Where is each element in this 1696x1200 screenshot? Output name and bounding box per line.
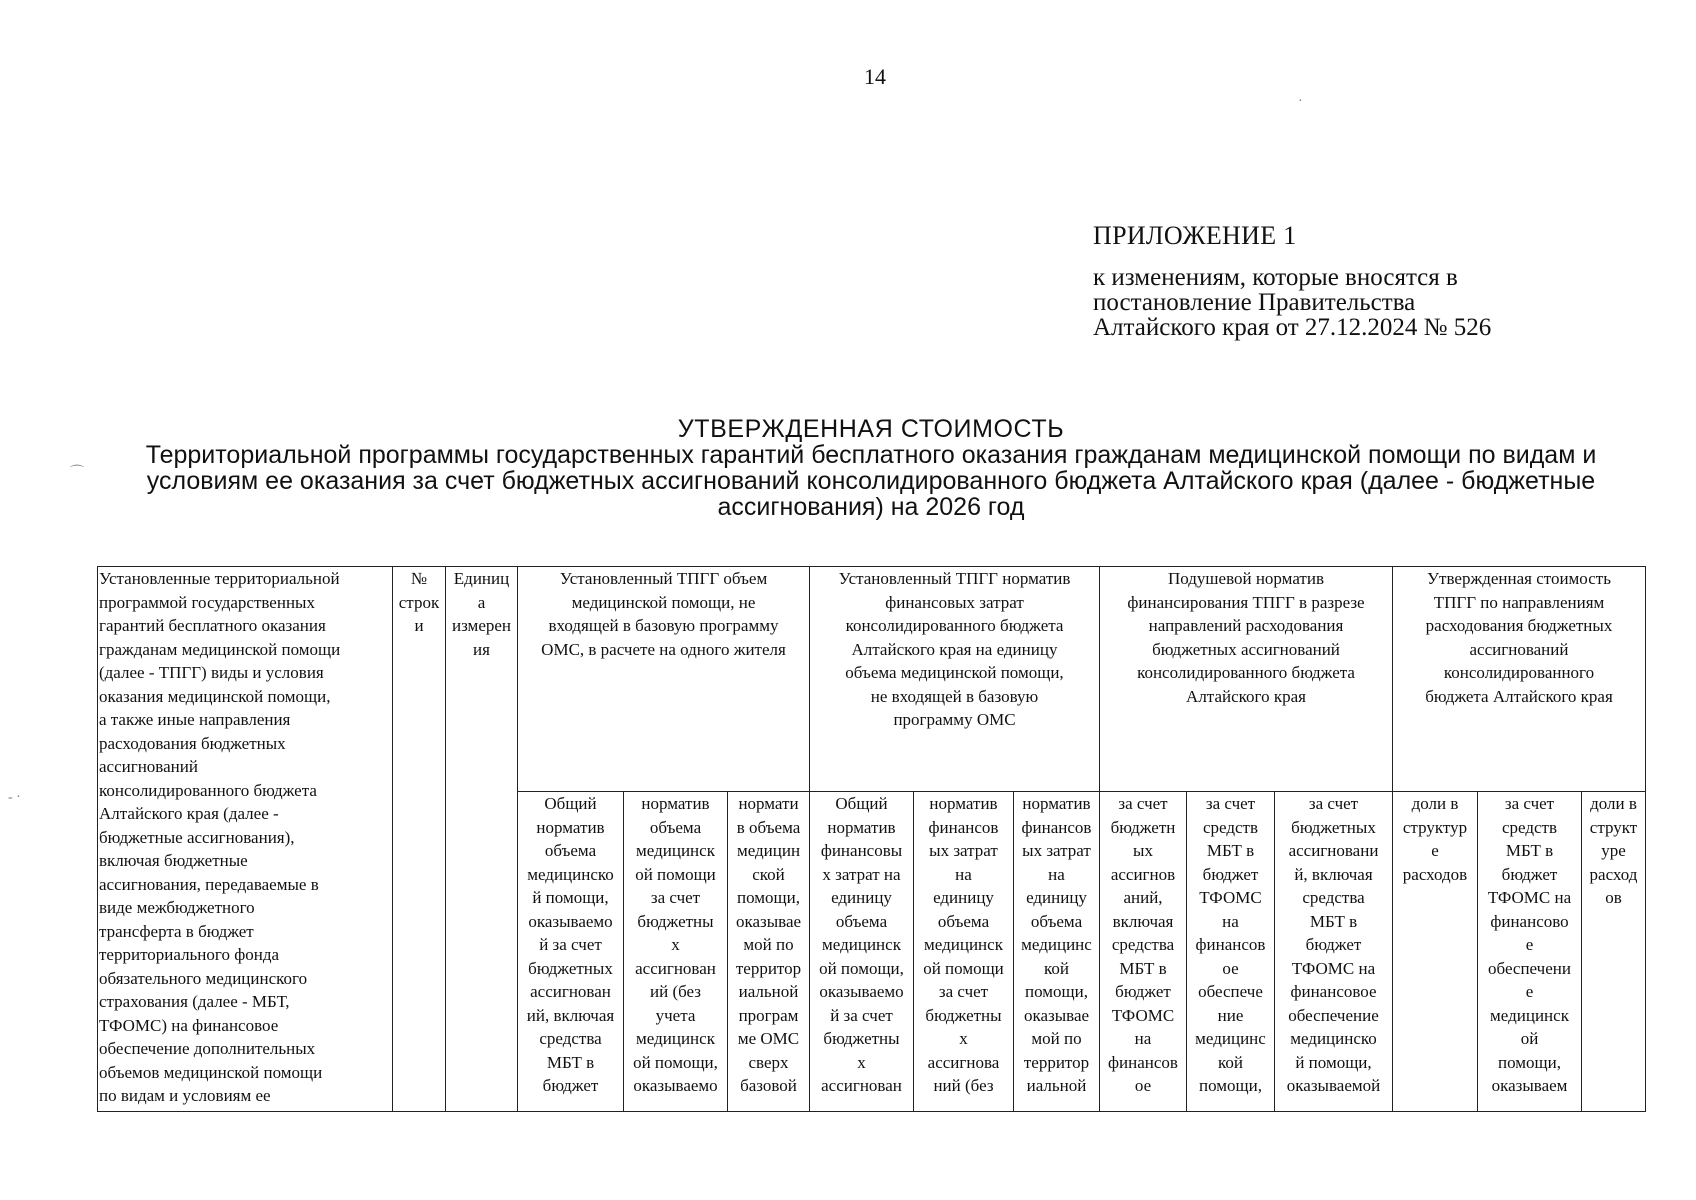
cell-line: финансов (1195, 935, 1266, 954)
cell-line: медицинск (1490, 1005, 1569, 1025)
cell-line: е (1431, 841, 1439, 860)
cell-line: МБТ в (1505, 841, 1554, 860)
cell-line: за счет (1308, 794, 1359, 813)
cell-line: медицинск (636, 841, 715, 860)
cell-line: оказываем (1491, 1076, 1568, 1095)
cell-line: не входящей в базовую (870, 686, 1039, 706)
cell-line: иальной (738, 982, 799, 1001)
cost-table (97, 566, 1646, 1112)
cell-line: норматив (929, 794, 998, 813)
cell-line: иальной (1026, 1076, 1087, 1095)
cell-line: МБТ в (1309, 911, 1358, 931)
cell-line: медицинск (636, 1029, 715, 1048)
cell-line: медицин (736, 841, 801, 860)
cell-line: средств (1202, 817, 1259, 837)
cell-line: Утвержденная стоимость (1427, 569, 1611, 588)
cell-line: финансов (928, 817, 999, 837)
subheader-cell (1393, 792, 1478, 1112)
cell-line: ий (без (650, 982, 701, 1001)
cell-line: измерен (451, 616, 512, 635)
cell-line: ассигнован (530, 982, 611, 1001)
cell-line: средств (1501, 817, 1558, 837)
cell-line: за счет (1205, 794, 1256, 813)
cell-line: финансирования ТПГГ в разрезе (1127, 592, 1365, 612)
cell-line: й за счет (830, 1005, 893, 1025)
subheader-cell (1582, 792, 1646, 1112)
cell-line: единицу (1026, 888, 1087, 907)
cell-line: структ (1589, 817, 1638, 837)
subheader-cell (914, 792, 1014, 1112)
cell-line: медицинс (1021, 935, 1092, 954)
cell-line: бюджетны (925, 1005, 1002, 1025)
cell-line: помощи, (1498, 1052, 1561, 1072)
cell-line: объема (544, 841, 597, 860)
cell-line: ов (1605, 888, 1622, 907)
subheader-cell (518, 792, 624, 1112)
cell-line: ассигнов (1110, 864, 1176, 884)
scan-mark: ‐ · (8, 790, 21, 805)
cell-line: Алтайского края (1186, 686, 1306, 706)
cell-line: расходования бюджетных (1425, 616, 1613, 635)
cell-line: МБТ в (1119, 958, 1167, 978)
subheader-cell (1478, 792, 1582, 1112)
cell-line: сверх (748, 1052, 789, 1072)
cell-line: финансовы (820, 841, 903, 860)
cell-line: включая бюджетные (99, 851, 248, 870)
cell-line: бюджетных ассигнований (1152, 639, 1340, 659)
cell-line: помощи, (1025, 982, 1088, 1001)
cell-line: а (477, 592, 486, 612)
cell-line: оказываемо (819, 982, 904, 1001)
cell-line: е (1525, 982, 1534, 1001)
cell-line: трансферта в бюджет (99, 921, 254, 941)
cell-line: й, включая (1294, 864, 1373, 884)
cell-line: ой помощи (635, 864, 716, 884)
cell-line: бюджетны (637, 911, 714, 931)
cell-line: ассигнований (1469, 639, 1569, 659)
cell-line: медицинск (822, 935, 901, 954)
subheader-cell (810, 792, 914, 1112)
cell-line: програм (738, 1005, 799, 1025)
cell-line: страхования (далее - МБТ, (99, 992, 290, 1011)
cell-line: оказывае (735, 911, 802, 931)
cell-line: оказываемой (1286, 1076, 1381, 1095)
cell-line: оказывае (1023, 1005, 1090, 1025)
cell-line: расходов (1402, 864, 1468, 884)
cell-line: ТФОМС на (1291, 958, 1376, 978)
cell-line: базовой (740, 1076, 797, 1095)
cell-line: программой государственных (99, 592, 315, 612)
cell-line: объема медицинской помощи, (845, 663, 1064, 682)
header-group-per-capita (1100, 567, 1393, 792)
cell-line: МБТ в (1206, 841, 1255, 860)
cell-line: доли в (1411, 794, 1459, 813)
cell-line: мой по (1031, 1029, 1082, 1048)
subheader-cell (728, 792, 810, 1112)
cell-line: бюджета Алтайского края (1425, 686, 1613, 706)
cell-line: уре (1601, 841, 1626, 860)
cell-line: медицинско (1290, 1029, 1377, 1048)
cell-line: Единиц (453, 569, 510, 588)
cell-line: ТФОМС на (1487, 888, 1572, 907)
subheader-cell (624, 792, 728, 1112)
cell-line: х затрат на (822, 864, 901, 884)
cell-line: территориального фонда (99, 945, 280, 964)
cell-line: строк (398, 592, 440, 612)
cell-line: х (959, 1029, 968, 1048)
cell-line: объема (937, 911, 990, 931)
cell-line: территор (735, 958, 802, 978)
appendix-heading: ПРИЛОЖЕНИЕ 1 (1093, 221, 1297, 250)
cell-line: (далее - ТПГГ) виды и условия (99, 663, 324, 682)
cell-line: кой (1044, 958, 1069, 978)
cell-line: структур (1402, 817, 1468, 837)
title-main: УТВЕРЖДЕННАЯ СТОИМОСТЬ (677, 415, 1065, 443)
cell-line: бюджет (542, 1076, 599, 1095)
cell-line: Подушевой норматив (1168, 569, 1324, 588)
document-title (96, 416, 1646, 520)
cell-line: объема (649, 817, 702, 837)
cell-line: ской (752, 864, 785, 884)
cell-line: и (414, 616, 424, 635)
cell-line: помощи, (1199, 1076, 1262, 1095)
cell-line: ых затрат (929, 841, 998, 860)
cell-line: финансово (1490, 911, 1569, 931)
cell-line: ое (1222, 958, 1239, 978)
cell-line: № (410, 569, 428, 588)
cell-line: виде межбюджетного (99, 898, 255, 917)
header-group-approved-cost (1393, 567, 1646, 792)
subheader-cell (1100, 792, 1187, 1112)
cell-line: обеспечени (1488, 958, 1571, 978)
cell-line: ой помощи, (819, 958, 904, 978)
cell-line: ых затрат (1022, 841, 1091, 860)
cell-line: норматив (641, 794, 710, 813)
cell-line: финансовых затрат (885, 592, 1024, 612)
subheader-cell (1014, 792, 1100, 1112)
cell-line: бюджетн (1110, 817, 1176, 837)
cell-line: ТФОМС (1111, 1005, 1175, 1025)
cell-line: единицу (831, 888, 892, 907)
cell-line: по видам и условиям ее (99, 1086, 271, 1105)
scan-mark: ⌒ (70, 466, 84, 481)
appendix-line: Алтайского края от 27.12.2024 № 526 (1093, 314, 1492, 341)
cell-line: а также иные направления (99, 710, 291, 729)
cell-line: за счет (1504, 794, 1555, 813)
cell-line: финансовое (1290, 982, 1377, 1001)
cell-line: бюджет (1115, 982, 1171, 1001)
cell-line: на (1048, 864, 1065, 884)
cell-line: МБТ в (546, 1052, 595, 1072)
cell-line: аний, (1123, 888, 1163, 907)
cell-line: ТФОМС) на финансовое (99, 1015, 279, 1035)
cell-line: й помощи, (532, 888, 609, 907)
cell-line: входящей в базовую программу (548, 616, 779, 635)
cell-line: объема (1030, 911, 1083, 931)
cell-line: консолидированного бюджета (1137, 663, 1355, 682)
cell-line: ний (без (933, 1076, 994, 1095)
cell-line: Алтайского края на единицу (851, 639, 1058, 659)
cell-line: ассигнован (635, 958, 716, 978)
cell-line: средства (539, 1029, 602, 1048)
cell-line: медицинской помощи, не (571, 592, 756, 612)
cell-line: норматив (1022, 794, 1091, 813)
cell-line: обеспечение дополнительных (99, 1039, 316, 1058)
header-service-types (98, 567, 393, 1112)
cell-line: ние (1217, 1005, 1244, 1025)
cell-line: единицу (933, 888, 994, 907)
title-sub-line: Территориальной программы государственных гарантий бесплатного оказания гражданам медицинской помощи по видам и (145, 441, 1597, 469)
cell-line: учета (655, 1005, 696, 1025)
cell-line: кой (1218, 1052, 1243, 1072)
cell-line: на (955, 864, 972, 884)
cell-line: в объема (736, 817, 801, 837)
cell-line: медицинск (924, 935, 1003, 954)
cell-line: ой (1520, 1029, 1539, 1048)
cell-line: медицинс (1195, 1029, 1266, 1048)
cell-line: объемов медицинской помощи (99, 1062, 323, 1082)
cell-line: гарантий бесплатного оказания (99, 616, 326, 635)
cell-line: бюджет (1501, 864, 1558, 884)
cell-line: бюджет (1202, 864, 1259, 884)
cell-line: ия (473, 639, 490, 659)
cell-line: территор (1023, 1052, 1090, 1072)
header-group-volume (518, 567, 810, 792)
cell-line: на (1222, 911, 1239, 931)
cell-line: й помощи, (1295, 1052, 1372, 1072)
cell-line: оказания медицинской помощи, (99, 686, 331, 706)
cell-line: ой помощи (923, 958, 1004, 978)
cell-line: ТПГГ по направлениям (1433, 592, 1605, 612)
cell-line: программу ОМС (893, 710, 1016, 729)
cell-line: ых (1133, 841, 1153, 860)
appendix-line: к изменениям, которые вносятся в (1093, 264, 1458, 291)
cell-line: ме ОМС (737, 1029, 800, 1048)
cell-line: Установленные территориальной (99, 569, 340, 588)
cell-line: расход (1589, 864, 1638, 884)
cell-line: Общий (544, 794, 597, 813)
cell-line: консолидированного (1443, 663, 1595, 682)
cell-line: х (857, 1052, 866, 1072)
title-sub-line: условиям ее оказания за счет бюджетных ассигнований консолидированного бюджета Алтайского края (далее - бюджетные (146, 467, 1596, 495)
header-unit (446, 567, 518, 1112)
cell-line: за счет (938, 982, 989, 1001)
cell-line: ассигнова (927, 1052, 1000, 1072)
cell-line: бюджетных (1291, 817, 1376, 837)
title-sub-line: ассигнования) на 2026 год (717, 493, 1025, 521)
cell-line: Алтайского края (далее - (99, 804, 279, 823)
cell-line: оказываемо (528, 911, 613, 931)
cell-line: нормати (738, 794, 799, 813)
header-group-financial-norm (810, 567, 1100, 792)
cell-line: обеспече (1198, 982, 1263, 1001)
cell-line: ОМС, в расчете на одного жителя (541, 639, 786, 659)
cell-line: Установленный ТПГГ норматив (838, 569, 1071, 588)
cell-line: Установленный ТПГГ объем (559, 569, 768, 588)
subheader-cell (1275, 792, 1393, 1112)
cell-line: ассигнования, передаваемые в (99, 874, 319, 894)
page-number: 14 (864, 64, 886, 89)
cell-line: обеспечение (1288, 1005, 1379, 1025)
cell-line: доли в (1590, 794, 1637, 813)
cell-line: расходования бюджетных (99, 733, 286, 753)
appendix-line: постановление Правительства (1093, 289, 1416, 316)
cell-line: ассигновани (1288, 841, 1379, 860)
cell-line: ий, включая (526, 1005, 615, 1025)
cell-line: бюджетны (823, 1029, 900, 1048)
cell-line: финансов (1108, 1052, 1178, 1072)
cell-line: норматив (536, 817, 605, 837)
cell-line: ТФОМС (1199, 888, 1262, 907)
cell-line: средства (1302, 888, 1365, 907)
cell-line: бюджетные ассигнования), (99, 827, 295, 847)
cell-line: помощи, (737, 888, 800, 907)
cell-line: бюджет (1305, 935, 1362, 954)
cell-line: норматив (827, 817, 896, 837)
cell-line: за счет (1118, 794, 1168, 813)
cell-line: е (1525, 935, 1534, 954)
cell-line: на (1134, 1029, 1152, 1048)
cell-line: ассигнован (821, 1076, 902, 1095)
subheader-cell (1187, 792, 1275, 1112)
cell-line: ой помощи, (633, 1052, 718, 1072)
scan-mark: · (1298, 94, 1303, 109)
header-row-number (393, 567, 446, 1112)
cell-line: гражданам медицинской помощи (99, 639, 341, 659)
cell-line: х (671, 935, 680, 954)
cell-line: консолидированного бюджета (99, 780, 317, 800)
cell-line: оказываемо (633, 1076, 718, 1095)
cell-line: финансов (1021, 817, 1092, 837)
cell-line: средства (1111, 935, 1175, 954)
appendix-block (1093, 221, 1613, 340)
cell-line: мой по (743, 935, 794, 954)
cell-line: направлений расходования (1148, 616, 1344, 635)
cell-line: объема (835, 911, 888, 931)
cell-line: й за счет (539, 935, 602, 954)
cell-line: включая (1112, 911, 1174, 931)
cell-line: обязательного медицинского (99, 968, 308, 988)
cell-line: медицинско (527, 864, 614, 884)
cell-line: консолидированного бюджета (845, 616, 1064, 635)
cell-line: ассигнований (99, 757, 198, 776)
cell-line: ое (1134, 1076, 1152, 1095)
cell-line: Общий (835, 794, 888, 813)
cell-line: бюджетных (528, 958, 613, 978)
cell-line: за счет (650, 888, 701, 907)
